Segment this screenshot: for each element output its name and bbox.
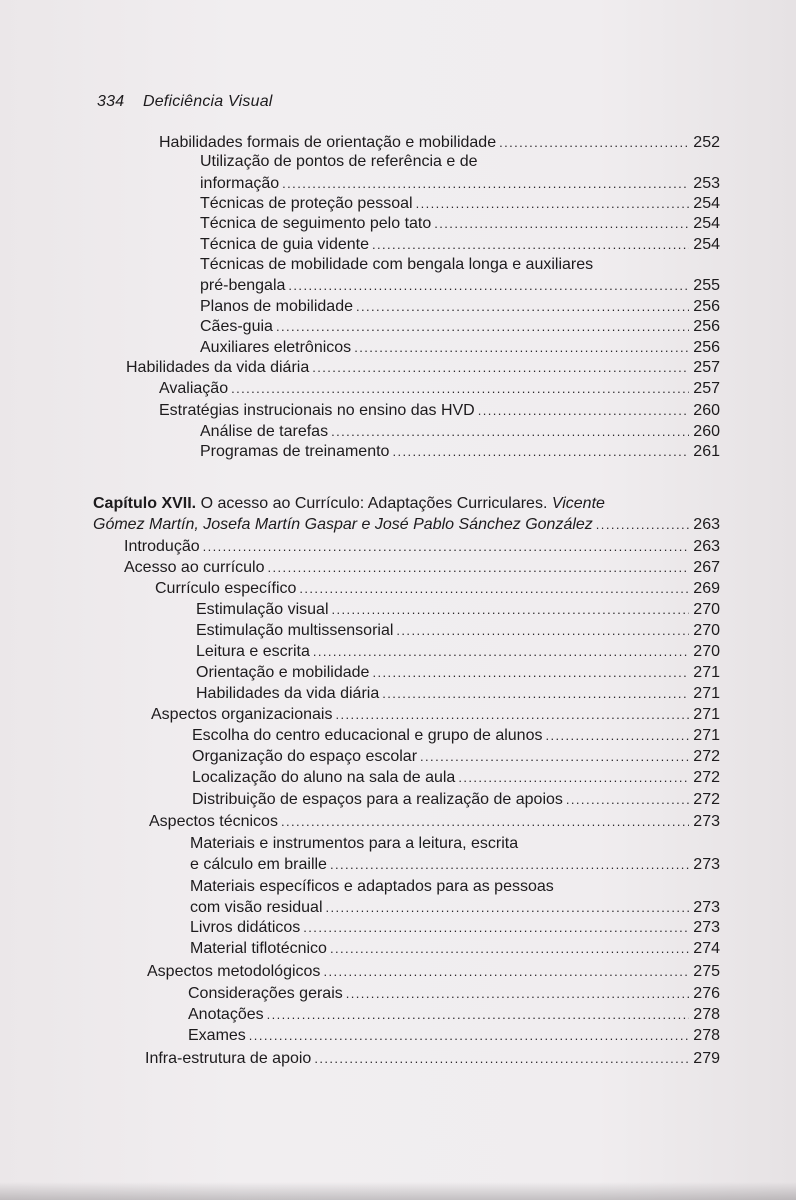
chapter-label: Capítulo XVII. <box>93 495 197 512</box>
toc-entry[interactable]: Avaliação ..... 257 <box>159 379 720 399</box>
toc-entry[interactable]: Anotações ..... 278 <box>188 1005 720 1025</box>
toc-entry[interactable]: Aspectos metodológicos ..... 275 <box>147 962 720 982</box>
toc-entry[interactable]: Localização do aluno na sala de aula ..... 272 <box>192 768 720 788</box>
book-title: Deficiência Visual <box>142 93 273 110</box>
toc-entry[interactable]: Aspectos técnicos ..... 273 <box>149 812 720 832</box>
chapter-heading[interactable] <box>93 494 605 514</box>
toc-entry[interactable]: Orientação e mobilidade ..... 271 <box>196 663 720 683</box>
toc-entry[interactable]: com visão residual ..... 273 <box>190 898 720 918</box>
toc-entry[interactable]: Escolha do centro educacional e grupo de alunos ..... 271 <box>192 726 720 746</box>
toc-entry[interactable]: Material tiflotécnico ..... 274 <box>190 939 720 959</box>
toc-entry[interactable]: Técnica de guia vidente ..... 254 <box>200 235 720 255</box>
toc-entry[interactable]: e cálculo em braille ..... 273 <box>190 855 720 875</box>
toc-entry-text: Utilização de pontos de referência e de <box>200 153 478 170</box>
chapter-authors-start: Vicente <box>551 495 605 512</box>
toc-entry[interactable]: Estratégias instrucionais no ensino das HVD ..... 260 <box>159 401 720 421</box>
toc-entry[interactable]: Habilidades da vida diária ..... 271 <box>196 684 720 704</box>
toc-entry-text: Materiais e instrumentos para a leitura, escrita <box>190 835 519 852</box>
toc-entry[interactable]: Análise de tarefas ..... 260 <box>200 422 720 442</box>
toc-entry[interactable]: Habilidades formais de orientação e mobilidade ..... 252 <box>159 133 720 153</box>
toc-entry[interactable]: Estimulação visual ..... 270 <box>196 600 720 620</box>
toc-entry[interactable]: Cães-guia ..... 256 <box>200 317 720 337</box>
toc-entry[interactable]: Acesso ao currículo ..... 267 <box>124 558 720 578</box>
toc-entry[interactable]: Organização do espaço escolar ..... 272 <box>192 747 720 767</box>
toc-entry[interactable]: Currículo específico ..... 269 <box>155 579 720 599</box>
toc-entry[interactable]: Distribuição de espaços para a realização de apoios ..... 272 <box>192 790 720 810</box>
toc-entry[interactable]: Auxiliares eletrônicos ..... 256 <box>200 338 720 358</box>
chapter-title: O acesso ao Currículo: Adaptações Curriculares. <box>196 495 552 512</box>
toc-entry[interactable]: Habilidades da vida diária ..... 257 <box>126 358 720 378</box>
toc-entry[interactable]: informação ..... 253 <box>200 174 720 194</box>
toc-entry[interactable]: Livros didáticos ..... 273 <box>190 918 720 938</box>
toc-entry[interactable]: Leitura e escrita ..... 270 <box>196 642 720 662</box>
toc-entry[interactable]: Planos de mobilidade ..... 256 <box>200 297 720 317</box>
toc-entry[interactable]: Estimulação multissensorial ..... 270 <box>196 621 720 641</box>
toc-entry[interactable]: Considerações gerais ..... 276 <box>188 984 720 1004</box>
toc-entry[interactable]: Aspectos organizacionais ..... 271 <box>151 705 720 725</box>
toc-entry-text: Técnicas de mobilidade com bengala longa e auxiliares <box>200 256 594 273</box>
page-number: 334 <box>97 93 125 110</box>
toc-entry[interactable]: pré-bengala ..... 255 <box>200 276 720 296</box>
toc-entry[interactable]: Técnica de seguimento pelo tato ..... 254 <box>200 214 720 234</box>
toc-entry[interactable]: Exames ..... 278 <box>188 1026 720 1046</box>
toc-entry[interactable]: Infra-estrutura de apoio ..... 279 <box>145 1049 720 1069</box>
toc-entry[interactable]: Programas de treinamento ..... 261 <box>200 442 720 462</box>
toc-entry-text: Materiais específicos e adaptados para as pessoas <box>190 878 554 895</box>
toc-entry[interactable]: Técnicas de proteção pessoal ..... 254 <box>200 194 720 214</box>
toc-entry[interactable]: Introdução ..... 263 <box>124 537 720 557</box>
page-edge-shadow <box>0 1182 796 1200</box>
chapter-authors-entry[interactable]: Gómez Martín, Josefa Martín Gaspar e José Pablo Sánchez González ..... 263 <box>93 515 720 535</box>
